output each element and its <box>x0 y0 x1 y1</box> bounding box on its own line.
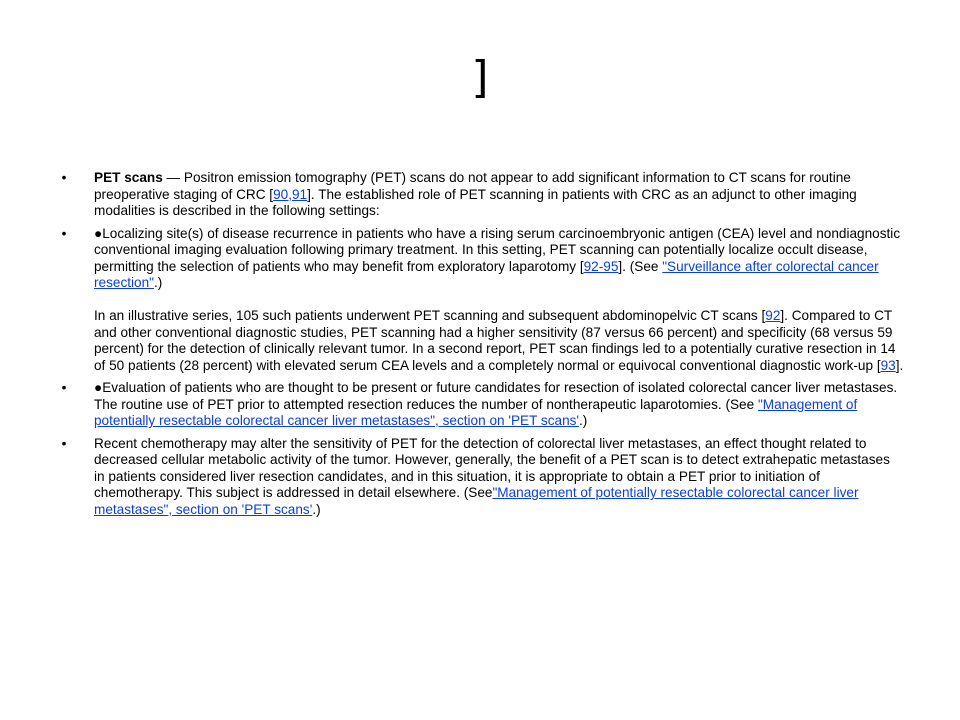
text-run: In an illustrative series, 105 such patients underwent PET scanning and subsequent abdominopelvic CT scans [ <box>94 308 766 323</box>
citation-link[interactable]: 92 <box>765 308 781 323</box>
text-run: — Positron emission tomography (PET) scans do not appear to add significant information to CT scans for routine preoperative staging of CRC [ <box>94 170 851 202</box>
text-run: .) <box>579 413 588 428</box>
bullet-dot-icon: • <box>61 170 67 185</box>
management-link[interactable]: "Management of potentially resectable colorectal cancer liver metastases", section on 'PET scans' <box>94 396 858 428</box>
bullet-item-chemotherapy <box>58 436 904 519</box>
bullet-list <box>58 170 904 524</box>
bullet-text <box>94 380 904 430</box>
text-run: ]. The established role of PET scanning in patients with CRC as an adjunct to other imaging modalities is described in the following settings: <box>94 186 857 218</box>
bullet-item-localizing <box>58 226 904 375</box>
bullet-subparagraph <box>94 308 904 374</box>
surveillance-link[interactable]: "Surveillance after colorectal cancer resection" <box>94 258 879 290</box>
bullet-text <box>94 226 904 292</box>
text-run: Recent chemotherapy may alter the sensitivity of PET for the detection of colorectal liver metastases, an effect thought related to decreased cellular metabolic activity of the tumor. However, generally, the benefit of a PET scan is to detect extrahepatic metastases in patients considered liver resection candidates, and in this situation, it is appropriate to obtain a PET prior to initiation of chemotherapy. This subject is addressed in detail elsewhere. (See <box>94 435 890 500</box>
bullet-item-pet-scans <box>58 170 904 220</box>
bullet-dot-icon: • <box>61 435 67 451</box>
bullet-item-evaluation <box>58 380 904 430</box>
bullet-text <box>94 170 904 220</box>
management-link[interactable]: "Management of potentially resectable colorectal cancer liver metastases", section on 'PET scans' <box>94 485 859 517</box>
text-run: ●Evaluation of patients who are thought to be present or future candidates for resection of isolated colorectal cancer liver metastases. The routine use of PET prior to attempted resection reduces the number of nontherapeutic laparotomies. (See <box>94 380 898 412</box>
bullet-dot-icon: • <box>61 225 67 241</box>
text-run: ●Localizing site(s) of disease recurrence in patients who have a rising serum carcinoembryonic antigen (CEA) level and nondiagnostic conventional imaging evaluation following primary treatment. In this setting, PET scanning can potentially localize occult disease, permitting the selection of patients who may benefit from exploratory laparotomy [ <box>94 225 901 274</box>
citation-link[interactable]: 90,91 <box>273 186 308 202</box>
citation-link[interactable]: 93 <box>880 357 896 373</box>
bullet-dot-icon: • <box>61 380 67 395</box>
text-run: .) <box>153 275 163 290</box>
text-run: ]. Compared to CT and other conventional diagnostic studies, PET scanning had a higher sensitivity (87 versus 66 percent) and specificity (68 versus 59 percent) for the detection of clinically relevant tumor. In a second report, PET scan findings led to a potentially curative resection in 14 of 50 patients (28 percent) with elevated serum CEA levels and a completely normal or equivocal conventional diagnostic work-up [ <box>94 308 896 373</box>
citation-link[interactable]: 92-95 <box>583 258 619 274</box>
bullet-heading: PET scans <box>94 170 163 185</box>
text-run: ]. (See <box>618 258 663 274</box>
bullet-text <box>94 436 904 519</box>
text-run: .) <box>312 501 321 517</box>
slide-title: ] <box>471 52 489 103</box>
text-run: ]. <box>895 357 904 373</box>
